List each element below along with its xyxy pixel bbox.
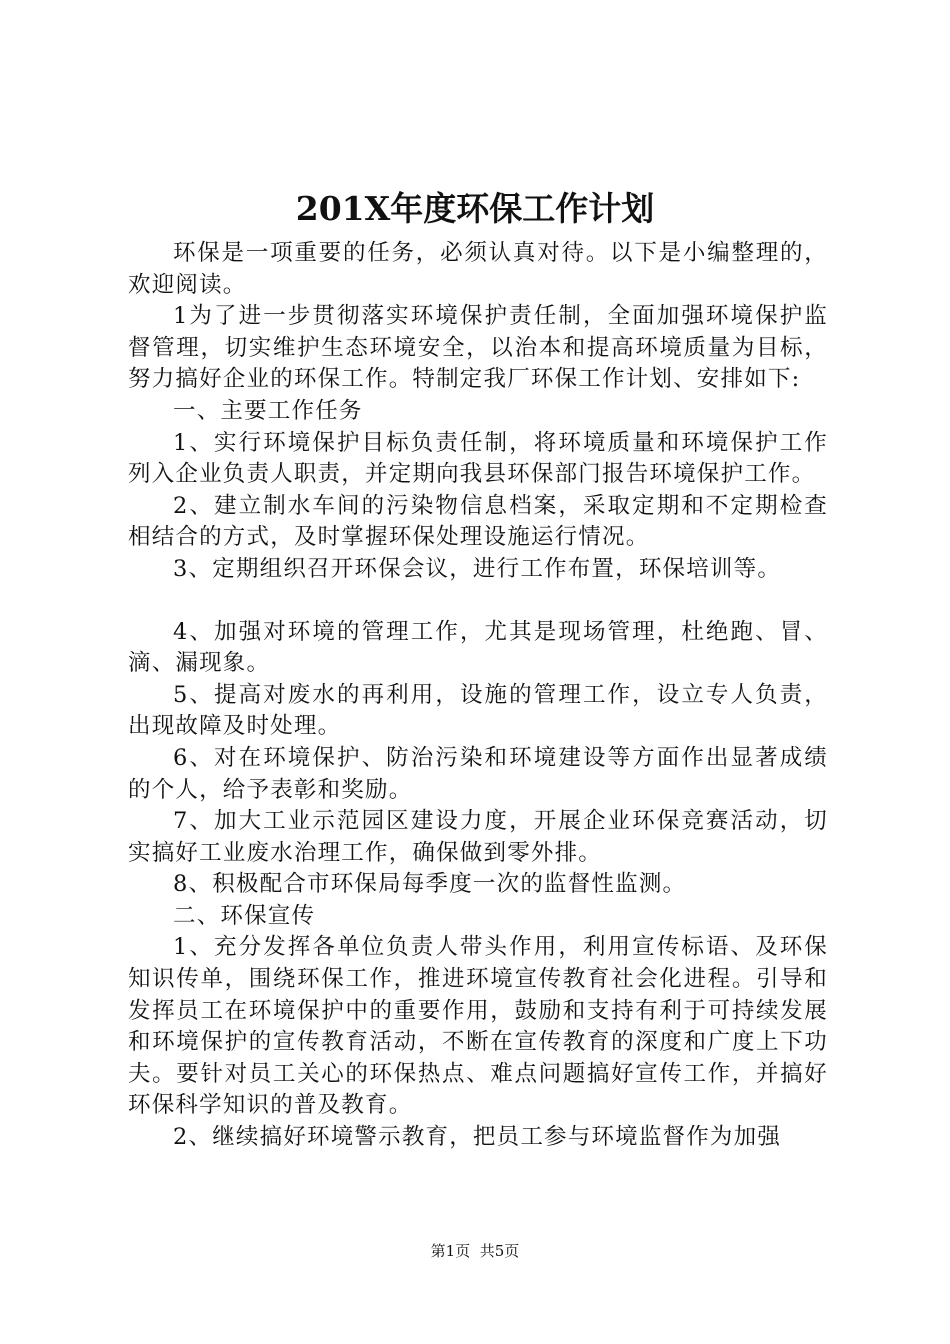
paragraph-purpose: 1为了进一步贯彻落实环境保护责任制，全面加强环境保护监督管理，切实维护生态环境安全，以治本和提高环境质量为目标，努力搞好企业的环保工作。特制定我厂环保工作计划、安排如下: [128, 303, 828, 393]
footer-separator [470, 1242, 480, 1260]
page-number: 第1页 [430, 1242, 471, 1260]
section-heading-publicity: 二、环保宣传 [173, 902, 316, 929]
list-item-task-7: 7、加大工业示范园区建设力度，开展企业环保竞赛活动，切实搞好工业废水治理工作，确保做到零外排。 [128, 808, 828, 866]
list-item-publicity-1: 1、充分发挥各单位负责人带头作用，利用宣传标语、及环保知识传单，围绕环保工作，推进环境宣传教育社会化进程。引导和发挥员工在环境保护中的重要作用，鼓励和支持有利于可持续发展和环境保护的宣传教育活动，不断在宣传教育的深度和广度上下功夫。要针对员工关心的环保热点、难点问题搞好宣传工作，并搞好环保科学知识的普及教育。 [128, 934, 828, 1119]
list-item-task-4: 4、加强对环境的管理工作，尤其是现场管理，杜绝跑、冒、滴、漏现象。 [128, 618, 828, 677]
document-title: 201X年度环保工作计划 [295, 189, 655, 228]
list-item-task-6: 6、对在环境保护、防治污染和环境建设等方面作出显著成绩的个人，给予表彰和奖励。 [128, 744, 828, 803]
page-footer [0, 1241, 950, 1261]
section-heading-main-tasks: 一、主要工作任务 [173, 397, 363, 424]
list-item-task-1: 1、实行环境保护目标负责任制，将环境质量和环境保护工作列入企业负责人职责，并定期向我县环保部门报告环境保护工作。 [128, 429, 828, 488]
list-item-task-3: 3、定期组织召开环保会议，进行工作布置，环保培训等。 [173, 555, 782, 582]
page-total: 共5页 [479, 1242, 520, 1260]
paragraph-intro: 环保是一项重要的任务，必须认真对待。以下是小编整理的，欢迎阅读。 [128, 240, 828, 298]
list-item-task-5: 5、提高对废水的再利用，设施的管理工作，设立专人负责，出现故障及时处理。 [128, 681, 828, 740]
list-item-publicity-2: 2、继续搞好环境警示教育，把员工参与环境监督作为加强 [173, 1124, 782, 1151]
list-item-task-2: 2、建立制水车间的污染物信息档案，采取定期和不定期检查相结合的方式，及时掌握环保处理设施运行情况。 [128, 492, 828, 551]
list-item-task-8: 8、积极配合市环保局每季度一次的监督性监测。 [173, 871, 687, 898]
document-body [128, 238, 828, 1154]
